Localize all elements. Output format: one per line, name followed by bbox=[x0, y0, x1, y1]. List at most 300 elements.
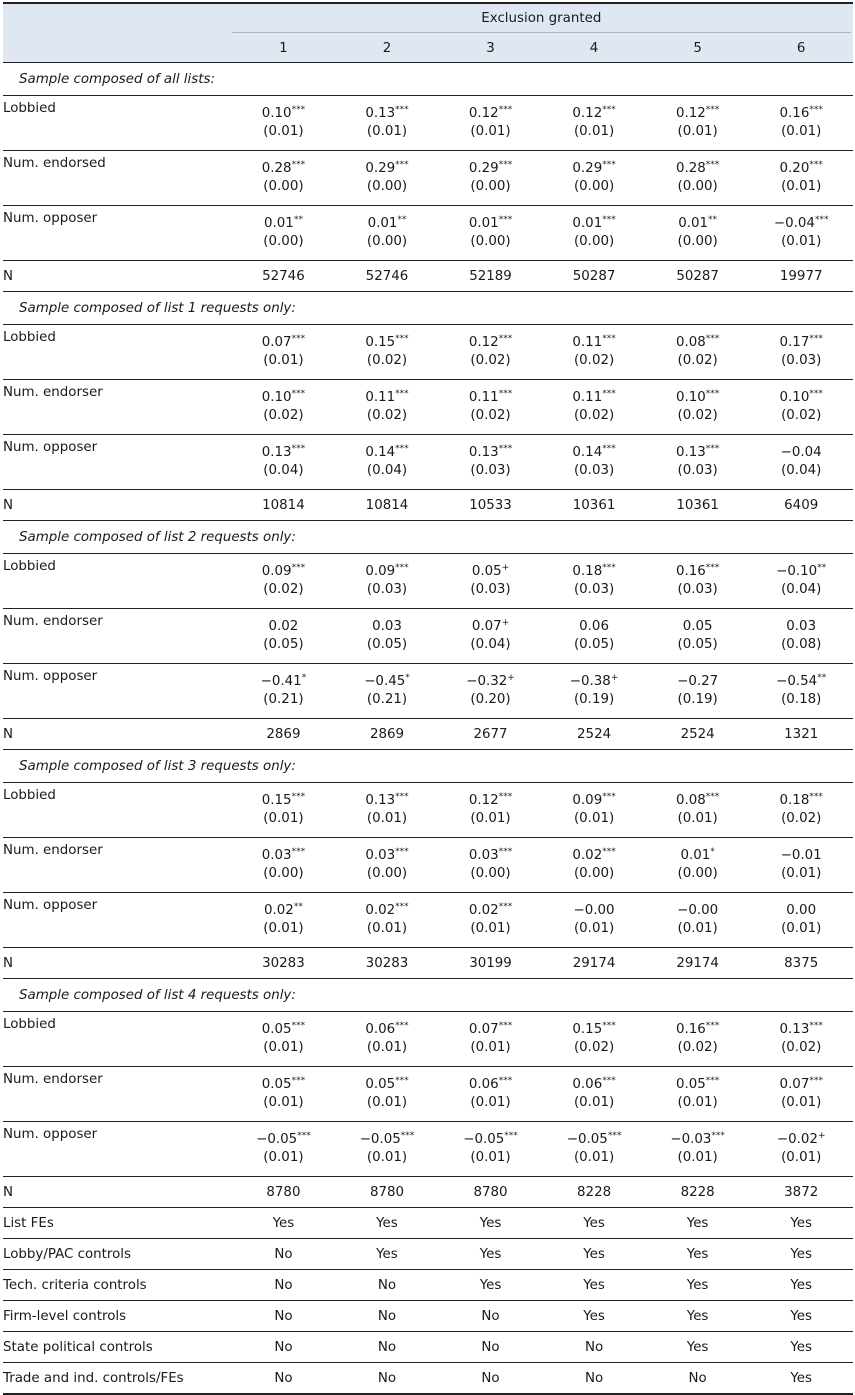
significance-stars: *** bbox=[291, 105, 306, 115]
coefficient-value-line bbox=[232, 215, 336, 233]
control-label: Tech. criteria controls bbox=[3, 1270, 232, 1301]
coefficient-estimate: 0.17 bbox=[779, 335, 810, 350]
coefficient-row bbox=[3, 325, 853, 380]
significance-stars: *** bbox=[705, 160, 720, 170]
coefficient-value-line bbox=[542, 1076, 646, 1094]
coefficient-row bbox=[3, 96, 853, 151]
coefficient-value-line bbox=[439, 389, 543, 407]
coefficient-cell bbox=[749, 435, 853, 490]
section-title: Sample composed of list 4 requests only: bbox=[3, 979, 853, 1012]
coefficient-cell bbox=[646, 380, 750, 435]
coefficient-value-line bbox=[232, 334, 336, 352]
row-label: Num. opposer bbox=[3, 206, 232, 261]
coefficient-row bbox=[3, 664, 853, 719]
coefficient-cell bbox=[646, 783, 750, 838]
row-label: Num. opposer bbox=[3, 1122, 232, 1177]
coefficient-cell bbox=[232, 1122, 336, 1177]
coefficient-estimate: 0.12 bbox=[468, 793, 499, 808]
coefficient-estimate: 0.16 bbox=[779, 106, 810, 121]
header-number-row bbox=[3, 34, 853, 63]
coefficient-value-line bbox=[232, 1021, 336, 1039]
coefficient-estimate: −0.05 bbox=[463, 1132, 505, 1147]
control-value: No bbox=[232, 1270, 336, 1301]
coefficient-value-line bbox=[749, 334, 853, 352]
standard-error: (0.01) bbox=[366, 124, 408, 139]
coefficient-cell bbox=[646, 325, 750, 380]
coefficient-cell bbox=[335, 1012, 439, 1067]
standard-error: (0.01) bbox=[263, 921, 304, 936]
control-value: No bbox=[439, 1363, 543, 1395]
standard-error: (0.01) bbox=[263, 124, 304, 139]
coefficient-estimate: 0.29 bbox=[365, 161, 396, 176]
coefficient-value-line bbox=[749, 563, 853, 581]
coefficient-value-line bbox=[335, 1021, 439, 1039]
coefficient-estimate: 0.12 bbox=[675, 106, 706, 121]
coefficient-value-line bbox=[439, 847, 543, 865]
significance-stars: *** bbox=[705, 792, 720, 802]
coefficient-cell bbox=[232, 1012, 336, 1067]
coefficient-estimate: −0.00 bbox=[573, 903, 615, 918]
standard-error: (0.01) bbox=[470, 1040, 511, 1055]
standard-error: (0.02) bbox=[781, 1040, 822, 1055]
coefficient-cell bbox=[542, 435, 646, 490]
header-group-cell bbox=[232, 3, 853, 34]
coefficient-cell bbox=[335, 96, 439, 151]
coefficient-estimate: 0.10 bbox=[675, 390, 706, 405]
coefficient-value-line bbox=[439, 1021, 543, 1039]
control-value: Yes bbox=[335, 1208, 439, 1239]
significance-stars: *** bbox=[291, 444, 306, 454]
coefficient-cell bbox=[542, 1012, 646, 1067]
standard-error: (0.18) bbox=[781, 692, 822, 707]
significance-stars: *** bbox=[395, 847, 409, 857]
significance-stars: *** bbox=[602, 563, 616, 573]
coefficient-cell bbox=[646, 664, 750, 719]
significance-stars: *** bbox=[705, 334, 720, 344]
coefficient-estimate: −0.38 bbox=[569, 674, 611, 689]
coefficient-value-line bbox=[749, 1131, 853, 1149]
control-value: No bbox=[542, 1363, 646, 1395]
coefficient-cell bbox=[542, 96, 646, 151]
significance-stars: ** bbox=[817, 563, 827, 573]
coefficient-estimate: −0.05 bbox=[359, 1132, 401, 1147]
coefficient-value-line bbox=[749, 847, 853, 865]
coefficient-estimate: 0.00 bbox=[786, 903, 817, 918]
coefficient-value-line bbox=[749, 902, 853, 920]
coefficient-row bbox=[3, 1067, 853, 1122]
significance-stars: ** bbox=[817, 673, 827, 683]
coefficient-value-line bbox=[232, 1076, 336, 1094]
coefficient-cell bbox=[439, 96, 543, 151]
coefficient-value-line bbox=[749, 792, 853, 810]
standard-error: (0.01) bbox=[781, 866, 822, 881]
coefficient-estimate: 0.15 bbox=[365, 335, 396, 350]
control-value: Yes bbox=[542, 1270, 646, 1301]
coefficient-estimate: 0.14 bbox=[572, 445, 603, 460]
standard-error: (0.21) bbox=[263, 692, 304, 707]
coefficient-value-line bbox=[749, 1021, 853, 1039]
coefficient-value-line bbox=[646, 160, 750, 178]
standard-error: (0.01) bbox=[470, 921, 511, 936]
observations-value: 10814 bbox=[232, 490, 336, 521]
control-value: Yes bbox=[749, 1363, 853, 1395]
coefficient-estimate: −0.10 bbox=[776, 564, 818, 579]
observations-label: N bbox=[3, 1177, 232, 1208]
coefficient-estimate: 0.13 bbox=[261, 445, 292, 460]
coefficient-cell bbox=[439, 1012, 543, 1067]
observations-value: 52189 bbox=[439, 261, 543, 292]
coefficient-value-line bbox=[335, 792, 439, 810]
standard-error: (0.01) bbox=[677, 1095, 718, 1110]
coefficient-estimate: 0.02 bbox=[365, 903, 396, 918]
coefficient-row bbox=[3, 893, 853, 948]
coefficient-value-line bbox=[335, 105, 439, 123]
coefficient-value-line bbox=[232, 1131, 336, 1149]
coefficient-estimate: 0.06 bbox=[365, 1022, 396, 1037]
standard-error: (0.01) bbox=[366, 1095, 408, 1110]
standard-error: (0.01) bbox=[366, 921, 408, 936]
significance-stars: *** bbox=[400, 1131, 415, 1141]
coefficient-estimate: −0.45 bbox=[364, 674, 406, 689]
coefficient-estimate: −0.03 bbox=[670, 1132, 712, 1147]
standard-error: (0.02) bbox=[366, 353, 408, 368]
coefficient-estimate: 0.14 bbox=[365, 445, 396, 460]
coefficient-cell bbox=[646, 435, 750, 490]
significance-stars: *** bbox=[602, 792, 616, 802]
coefficient-estimate: 0.13 bbox=[468, 445, 499, 460]
column-number-3: 3 bbox=[439, 34, 543, 63]
standard-error: (0.01) bbox=[677, 921, 718, 936]
standard-error: (0.01) bbox=[781, 1095, 822, 1110]
standard-error: (0.02) bbox=[263, 582, 304, 597]
coefficient-value-line bbox=[646, 673, 750, 691]
significance-stars: *** bbox=[602, 160, 616, 170]
coefficient-estimate: 0.12 bbox=[572, 106, 603, 121]
regression-table bbox=[3, 2, 853, 1395]
control-value: No bbox=[542, 1332, 646, 1363]
coefficient-estimate: 0.07 bbox=[468, 1022, 499, 1037]
standard-error: (0.01) bbox=[781, 179, 822, 194]
standard-error: (0.03) bbox=[573, 463, 615, 478]
coefficient-estimate: 0.06 bbox=[579, 619, 609, 634]
control-value: No bbox=[232, 1332, 336, 1363]
coefficient-estimate: 0.13 bbox=[675, 445, 706, 460]
significance-stars: *** bbox=[814, 215, 829, 225]
observations-value: 50287 bbox=[542, 261, 646, 292]
coefficient-estimate: −0.27 bbox=[677, 674, 719, 689]
observations-value: 19977 bbox=[749, 261, 853, 292]
significance-stars: *** bbox=[498, 105, 513, 115]
standard-error: (0.02) bbox=[470, 408, 511, 423]
coefficient-value-line bbox=[749, 1076, 853, 1094]
significance-stars: *** bbox=[602, 215, 616, 225]
significance-stars: *** bbox=[498, 160, 513, 170]
control-value: Yes bbox=[542, 1301, 646, 1332]
coefficient-estimate: 0.29 bbox=[468, 161, 499, 176]
observations-value: 8780 bbox=[335, 1177, 439, 1208]
significance-stars: * bbox=[405, 673, 410, 683]
control-value: Yes bbox=[646, 1270, 750, 1301]
standard-error: (0.03) bbox=[366, 582, 408, 597]
observations-value: 3872 bbox=[749, 1177, 853, 1208]
control-value: Yes bbox=[749, 1208, 853, 1239]
coefficient-estimate: 0.28 bbox=[261, 161, 292, 176]
coefficient-value-line bbox=[542, 902, 646, 920]
coefficient-value-line bbox=[749, 618, 853, 636]
coefficient-value-line bbox=[232, 563, 336, 581]
significance-stars: *** bbox=[705, 389, 720, 399]
observations-row bbox=[3, 948, 853, 979]
significance-stars: *** bbox=[498, 1021, 513, 1031]
coefficient-cell bbox=[232, 893, 336, 948]
coefficient-cell bbox=[335, 609, 439, 664]
coefficient-value-line bbox=[439, 1131, 543, 1149]
coefficient-estimate: 0.03 bbox=[365, 848, 396, 863]
significance-stars: *** bbox=[498, 792, 513, 802]
control-value: Yes bbox=[646, 1239, 750, 1270]
coefficient-cell bbox=[232, 206, 336, 261]
observations-value: 10361 bbox=[646, 490, 750, 521]
coefficient-cell bbox=[335, 838, 439, 893]
control-label: State political controls bbox=[3, 1332, 232, 1363]
standard-error: (0.01) bbox=[677, 1150, 718, 1165]
coefficient-cell bbox=[542, 325, 646, 380]
coefficient-estimate: −0.04 bbox=[773, 216, 815, 231]
coefficient-cell bbox=[439, 325, 543, 380]
coefficient-row bbox=[3, 609, 853, 664]
observations-row bbox=[3, 490, 853, 521]
standard-error: (0.04) bbox=[781, 463, 822, 478]
significance-stars: + bbox=[507, 673, 515, 683]
standard-error: (0.05) bbox=[677, 637, 718, 652]
standard-error: (0.01) bbox=[470, 811, 511, 826]
coefficient-value-line bbox=[542, 792, 646, 810]
coefficient-estimate: 0.01 bbox=[468, 216, 499, 231]
coefficient-value-line bbox=[542, 215, 646, 233]
coefficient-estimate: 0.09 bbox=[572, 793, 603, 808]
coefficient-estimate: 0.05 bbox=[682, 619, 713, 634]
coefficient-cell bbox=[335, 783, 439, 838]
standard-error: (0.03) bbox=[677, 582, 718, 597]
coefficient-estimate: 0.12 bbox=[468, 335, 499, 350]
coefficient-estimate: 0.03 bbox=[372, 619, 402, 634]
coefficient-estimate: 0.01 bbox=[572, 216, 603, 231]
row-label: Num. endorser bbox=[3, 609, 232, 664]
standard-error: (0.04) bbox=[263, 463, 304, 478]
standard-error: (0.00) bbox=[677, 234, 718, 249]
coefficient-cell bbox=[542, 783, 646, 838]
table-body bbox=[3, 3, 853, 1394]
observations-value: 29174 bbox=[542, 948, 646, 979]
coefficient-estimate: −0.05 bbox=[256, 1132, 298, 1147]
observations-value: 8780 bbox=[439, 1177, 543, 1208]
observations-value: 6409 bbox=[749, 490, 853, 521]
standard-error: (0.02) bbox=[470, 353, 511, 368]
significance-stars: ** bbox=[293, 902, 303, 912]
coefficient-cell bbox=[232, 325, 336, 380]
coefficient-estimate: 0.12 bbox=[468, 106, 499, 121]
significance-stars: *** bbox=[291, 847, 306, 857]
coefficient-value-line bbox=[335, 334, 439, 352]
significance-stars: *** bbox=[602, 1021, 616, 1031]
standard-error: (0.01) bbox=[677, 124, 718, 139]
coefficient-cell bbox=[232, 664, 336, 719]
coefficient-row bbox=[3, 1122, 853, 1177]
coefficient-cell bbox=[335, 206, 439, 261]
coefficient-cell bbox=[439, 435, 543, 490]
standard-error: (0.00) bbox=[573, 179, 615, 194]
coefficient-cell bbox=[646, 206, 750, 261]
standard-error: (0.00) bbox=[573, 866, 615, 881]
control-value: No bbox=[335, 1270, 439, 1301]
row-label: Num. endorsed bbox=[3, 151, 232, 206]
standard-error: (0.08) bbox=[781, 637, 822, 652]
coefficient-estimate: 0.15 bbox=[572, 1022, 603, 1037]
coefficient-cell bbox=[335, 151, 439, 206]
standard-error: (0.04) bbox=[366, 463, 408, 478]
coefficient-cell bbox=[335, 1122, 439, 1177]
coefficient-value-line bbox=[749, 105, 853, 123]
significance-stars: + bbox=[501, 618, 510, 628]
standard-error: (0.01) bbox=[470, 1150, 511, 1165]
control-value: Yes bbox=[439, 1239, 543, 1270]
coefficient-cell bbox=[335, 554, 439, 609]
section-header bbox=[3, 63, 853, 96]
coefficient-cell bbox=[335, 325, 439, 380]
coefficient-estimate: 0.18 bbox=[572, 564, 603, 579]
significance-stars: * bbox=[710, 847, 715, 857]
observations-value: 8780 bbox=[232, 1177, 336, 1208]
coefficient-value-line bbox=[335, 389, 439, 407]
coefficient-value-line bbox=[232, 444, 336, 462]
coefficient-value-line bbox=[335, 847, 439, 865]
header-stub bbox=[3, 3, 232, 34]
standard-error: (0.01) bbox=[573, 921, 615, 936]
coefficient-value-line bbox=[335, 563, 439, 581]
standard-error: (0.00) bbox=[263, 179, 304, 194]
control-value: Yes bbox=[232, 1208, 336, 1239]
coefficient-value-line bbox=[646, 105, 750, 123]
standard-error: (0.00) bbox=[366, 234, 408, 249]
coefficient-value-line bbox=[232, 160, 336, 178]
coefficient-estimate: 0.02 bbox=[264, 903, 294, 918]
standard-error: (0.00) bbox=[263, 866, 304, 881]
standard-error: (0.02) bbox=[573, 408, 615, 423]
coefficient-cell bbox=[646, 893, 750, 948]
coefficient-cell bbox=[232, 96, 336, 151]
column-number-4: 4 bbox=[542, 34, 646, 63]
coefficient-cell bbox=[335, 664, 439, 719]
coefficient-cell bbox=[439, 1067, 543, 1122]
control-row bbox=[3, 1270, 853, 1301]
standard-error: (0.00) bbox=[366, 179, 408, 194]
standard-error: (0.01) bbox=[573, 124, 615, 139]
coefficient-estimate: 0.02 bbox=[268, 619, 299, 634]
coefficient-cell bbox=[439, 664, 543, 719]
control-row bbox=[3, 1332, 853, 1363]
standard-error: (0.00) bbox=[677, 179, 718, 194]
coefficient-estimate: 0.07 bbox=[779, 1077, 810, 1092]
coefficient-value-line bbox=[646, 1076, 750, 1094]
coefficient-value-line bbox=[542, 847, 646, 865]
coefficient-estimate: 0.05 bbox=[675, 1077, 706, 1092]
column-number-2: 2 bbox=[335, 34, 439, 63]
coefficient-value-line bbox=[439, 618, 543, 636]
coefficient-estimate: −0.41 bbox=[260, 674, 302, 689]
coefficient-estimate: 0.03 bbox=[786, 619, 817, 634]
significance-stars: *** bbox=[291, 1021, 306, 1031]
coefficient-cell bbox=[439, 893, 543, 948]
control-row bbox=[3, 1363, 853, 1395]
section-title: Sample composed of all lists: bbox=[3, 63, 853, 96]
coefficient-value-line bbox=[646, 902, 750, 920]
standard-error: (0.03) bbox=[470, 463, 511, 478]
coefficient-value-line bbox=[542, 673, 646, 691]
standard-error: (0.01) bbox=[263, 1040, 304, 1055]
significance-stars: *** bbox=[705, 1021, 720, 1031]
significance-stars: *** bbox=[498, 444, 513, 454]
coefficient-cell bbox=[646, 96, 750, 151]
control-value: Yes bbox=[646, 1301, 750, 1332]
coefficient-estimate: 0.15 bbox=[261, 793, 292, 808]
column-number-6: 6 bbox=[749, 34, 853, 63]
coefficient-row bbox=[3, 206, 853, 261]
coefficient-value-line bbox=[646, 1131, 750, 1149]
coefficient-estimate: 0.07 bbox=[471, 619, 502, 634]
coefficient-value-line bbox=[335, 1076, 439, 1094]
coefficient-cell bbox=[749, 380, 853, 435]
standard-error: (0.01) bbox=[263, 353, 304, 368]
coefficient-cell bbox=[542, 554, 646, 609]
coefficient-estimate: 0.02 bbox=[572, 848, 603, 863]
coefficient-cell bbox=[749, 1067, 853, 1122]
standard-error: (0.01) bbox=[677, 811, 718, 826]
coefficient-estimate: 0.09 bbox=[365, 564, 396, 579]
standard-error: (0.02) bbox=[677, 408, 718, 423]
observations-value: 10533 bbox=[439, 490, 543, 521]
standard-error: (0.03) bbox=[781, 353, 822, 368]
coefficient-cell bbox=[749, 206, 853, 261]
control-value: No bbox=[335, 1332, 439, 1363]
significance-stars: *** bbox=[291, 563, 306, 573]
coefficient-cell bbox=[439, 783, 543, 838]
coefficient-value-line bbox=[646, 215, 750, 233]
significance-stars: *** bbox=[297, 1131, 311, 1141]
coefficient-value-line bbox=[646, 563, 750, 581]
significance-stars: *** bbox=[809, 334, 823, 344]
observations-label: N bbox=[3, 719, 232, 750]
significance-stars: *** bbox=[395, 105, 409, 115]
standard-error: (0.02) bbox=[263, 408, 304, 423]
row-label: Lobbied bbox=[3, 1012, 232, 1067]
coefficient-row bbox=[3, 380, 853, 435]
coefficient-value-line bbox=[542, 444, 646, 462]
observations-value: 2677 bbox=[439, 719, 543, 750]
coefficient-cell bbox=[749, 609, 853, 664]
significance-stars: *** bbox=[607, 1131, 622, 1141]
significance-stars: *** bbox=[498, 389, 513, 399]
observations-value: 8228 bbox=[542, 1177, 646, 1208]
column-number-5: 5 bbox=[646, 34, 750, 63]
standard-error: (0.01) bbox=[366, 1150, 408, 1165]
row-label: Lobbied bbox=[3, 96, 232, 151]
standard-error: (0.00) bbox=[573, 234, 615, 249]
coefficient-estimate: 0.13 bbox=[365, 106, 396, 121]
coefficient-estimate: −0.32 bbox=[466, 674, 508, 689]
coefficient-cell bbox=[646, 838, 750, 893]
standard-error: (0.01) bbox=[781, 234, 822, 249]
coefficient-value-line bbox=[335, 160, 439, 178]
